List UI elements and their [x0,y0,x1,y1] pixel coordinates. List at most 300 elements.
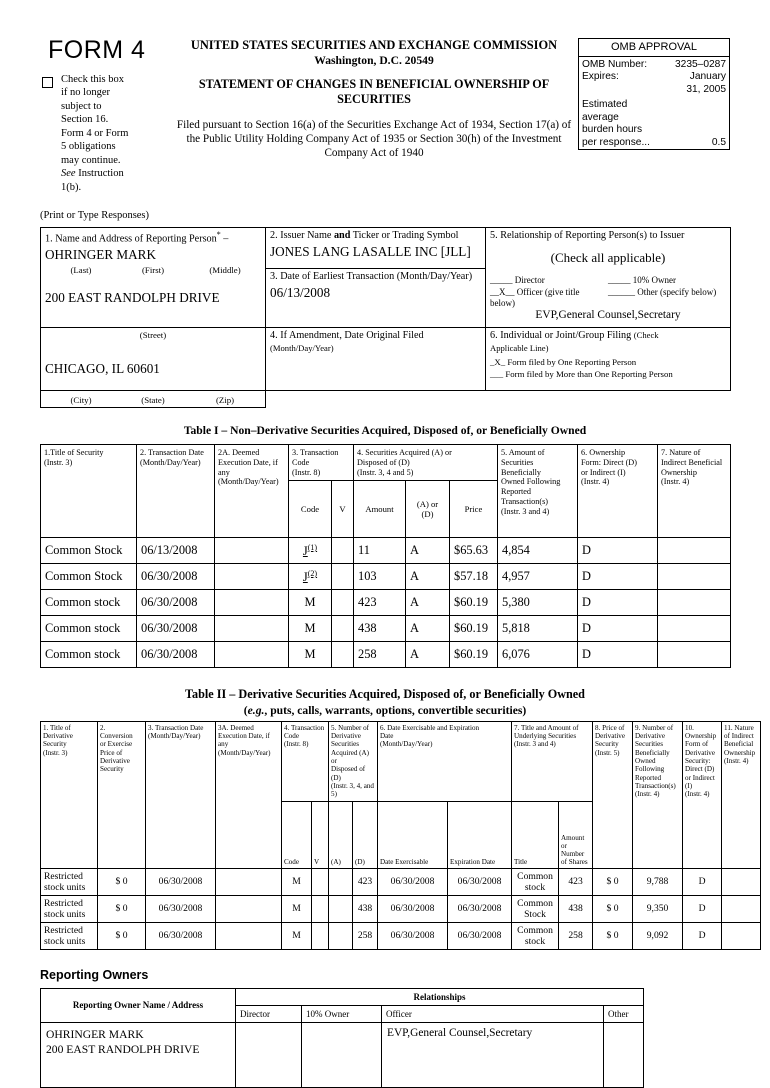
th2-price-derivative [593,721,633,868]
issuer-name-value: JONES LANG LASALLE INC [JLL] [270,243,471,259]
label-last: (Last) [70,265,92,276]
cell-code: M [289,590,332,616]
label-middle: (Middle) [209,265,241,276]
statement-title-line2: SECURITIES [337,92,411,107]
cell-security: Common stock [41,590,137,616]
th2-c4a: 4. Transaction [284,723,325,732]
th2-c2c: or Exercise [100,740,133,749]
print-type-note: (Print or Type Responses) [40,209,150,221]
box2-label-a: 2. Issuer Name [270,229,334,241]
cell-other [604,1022,644,1087]
label-street: (Street) [139,329,167,340]
omb-per-response-value: 0.5 [711,136,726,148]
th2-c5e: Disposed of (D) [331,765,366,782]
box2-label [270,230,481,243]
relationship-officer[interactable]: __X__ Officer (give title [490,286,580,297]
th2-a: (A) [329,801,353,868]
th-relationships: Relationships [236,988,644,1005]
cell-v [332,564,354,590]
cell-security: Common stock [41,616,137,642]
filing-option-one-person[interactable]: _X_ Form filed by One Reporting Person [490,357,637,367]
th2-c1b: Derivative [43,731,73,740]
th-t1-c5e: Reported [501,487,532,497]
th-t1-c5b: Securities [501,457,534,467]
table2-body [41,868,761,949]
th2-c9f: Following [635,765,665,774]
cell-underlying-amount: 423 [559,868,593,895]
cell-code-footnote: (2) [307,568,318,578]
th2-expiration-date: Expiration Date [448,801,512,868]
cell-deemed [215,564,289,590]
cell-price: $60.19 [450,590,498,616]
cell-acquired [329,895,353,922]
reporting-person-city-state-zip: CHICAGO, IL 60601 [45,360,160,376]
th2-c10h: (I) [685,782,693,791]
cell-code: M [289,642,332,668]
cell-code [289,538,332,564]
th2-date-exercisable-expiration [378,721,512,801]
th-t1-c6c: or Indirect (I) [581,467,626,477]
th-t1-c3b: Code [292,457,310,467]
th-a-or-d [406,481,450,538]
box1-asterisk: * [216,229,221,239]
table2-subtitle-open: ( [243,703,248,717]
cell-v [332,642,354,668]
checkbox-line-6: may continue. [61,154,121,166]
cell-amendment-date [266,327,486,390]
omb-approval-title: OMB APPROVAL [579,39,729,57]
cell-a-or-d: A [406,538,450,564]
th-t1-ad1: (A) or [416,499,439,510]
reporting-owners-table [40,988,731,1088]
cell-nature [658,538,731,564]
reporting-person-street: 200 EAST RANDOLPH DRIVE [45,290,220,306]
th-t1-c7a: 7. Nature of [661,447,701,457]
cell-nature [722,868,761,895]
cell-owned: 9,092 [633,922,683,949]
th-t1-c2a: 2. Transaction Date [140,447,204,457]
omb-expires-value-2: 31, 2005 [686,83,726,95]
cell-ownership-form: D [683,895,722,922]
identity-row-1 [41,227,731,268]
instruction-word: Instruction [75,168,124,180]
address-sublabels [45,395,261,405]
cell-a-or-d: A [406,564,450,590]
cell-ownership-form: D [683,868,722,895]
cell-nature [658,642,731,668]
th2-amt4: of Shares [561,857,588,866]
header-right-block [578,38,730,150]
cell-code: M [289,616,332,642]
th2-c3ad: (Month/Day/Year) [218,748,271,757]
reporting-person-identity-table [40,227,731,408]
th-t1-c5d: Owned Following [501,477,561,487]
cell-transaction-date: 06/30/2008 [146,868,216,895]
th2-c9a: 9. Number of [635,723,674,732]
cell-owner-name-address [41,1022,236,1087]
no-longer-subject-label [61,73,156,194]
th2-c10b: Ownership [685,731,717,740]
table-row [41,895,761,922]
cell-expiration-date: 06/30/2008 [448,922,512,949]
th2-deemed-execution-date [216,721,282,868]
cell-acquired [329,868,353,895]
th2-c8d: (Instr. 5) [595,748,620,757]
relationship-director[interactable]: _____ Director [490,274,545,285]
th-t1-c3c: (Instr. 8) [292,467,321,477]
box6-label-check: (Check [633,329,659,340]
reporting-person-name: OHRINGER MARK [45,247,156,263]
th-t1-c4b: Disposed of (D) [357,457,410,467]
cell-deemed-date [216,895,282,922]
th-t1-c2aa: 2A. Deemed [218,447,260,457]
th-other: Other [604,1005,644,1022]
header-left-block [40,38,170,194]
page-title: FORM 4 [48,36,146,64]
th-t1-c1a: 1.Title of Security [44,447,104,457]
table-1-non-derivative [40,444,731,669]
th2-c2b: Conversion [100,731,133,740]
table2-title: Table II – Derivative Securities Acquired, Disposed of, or Beneficially Owned [185,687,585,702]
table-row [41,642,731,668]
cell-deemed [215,616,289,642]
th2-c9c: Securities [635,740,664,749]
table-row [41,616,731,642]
cell-disposed: 438 [353,895,378,922]
table-row [41,868,761,895]
th2-c3b: (Month/Day/Year) [148,731,201,740]
th-owner-name-address: Reporting Owner Name / Address [41,988,236,1022]
th2-date-exercisable: Date Exercisable [378,801,448,868]
box6-sublabel: Applicable Line) [490,342,549,353]
cell-code [289,564,332,590]
cell-nature [722,895,761,922]
box1-label [45,230,261,246]
omb-estimated-3: burden hours [582,124,643,136]
cell-date: 06/30/2008 [137,616,215,642]
label-first: (First) [142,265,164,276]
th2-c5b: Derivative [331,731,361,740]
cell-code: M [282,922,312,949]
table2-subtitle [0,703,770,719]
th2-c11b: of Indirect [724,731,754,740]
check-all-applicable: (Check all applicable) [550,249,666,265]
th2-ownership-form-derivative [683,721,722,868]
th2-c1a: 1. Title of [43,723,71,732]
th2-c4b: Code [284,731,299,740]
cell-a-or-d: A [406,616,450,642]
th2-conversion-price [98,721,146,868]
cell-deemed [215,590,289,616]
ro-spacer [644,988,731,1022]
cell-owned: 6,076 [498,642,578,668]
th2-c9b: Derivative [635,731,665,740]
no-longer-subject-checkbox-row[interactable] [42,73,170,194]
th2-c7c: (Instr. 3 and 4) [514,740,556,749]
filing-option-multiple-persons[interactable]: ___ Form filed by More than One Reporting Person [490,368,673,379]
cell-nature [658,616,731,642]
th2-title-derivative [41,721,98,868]
th2-c1d: (Instr. 3) [43,748,68,757]
label-state: (State) [141,394,165,405]
th-t1-c4a: 4. Securities Acquired (A) or [357,447,452,457]
th2-c10e: Security: [685,757,711,766]
cell-derivative-price: $ 0 [593,895,633,922]
omb-per-response-row [582,137,726,149]
th2-c5a: 5. Number of [331,723,370,732]
checkbox-line-0: Check this box [61,74,124,85]
filed-pursuant-text: Filed pursuant to Section 16(a) of the Securities Exchange Act of 1934, Section 17(a) of the Public Utility Holding Company Act of 1935 or Section 30(h) of the Investment Company Act of 1940 [176,118,572,160]
th-v: V [332,481,354,538]
th2-c8b: Derivative [595,731,625,740]
cell-expiration-date: 06/30/2008 [448,895,512,922]
cell-deemed [215,642,289,668]
th2-c11d: Ownership [724,748,756,757]
th2-code: Code [282,801,312,868]
no-longer-subject-checkbox[interactable] [42,77,53,88]
omb-estimated-1: Estimated [582,99,628,111]
th2-c1c: Security [43,740,67,749]
th2-c3aa: 3A. Deemed [218,723,254,732]
th2-c11e: (Instr. 4) [724,757,749,766]
checkbox-line-3: Section 16. [61,114,109,126]
th-transaction-date [137,444,215,538]
cell-v [332,538,354,564]
box1-dash: – [220,233,229,245]
cell-city-state-zip-labels [41,390,266,407]
cell-amount: 258 [354,642,406,668]
th2-c9h: Transaction(s) [635,782,676,791]
th2-c6a: 6. Date Exercisable and Expiration [380,723,480,732]
omb-estimated-2: average [582,111,619,123]
cell-earliest-transaction [266,268,486,327]
th2-c4c: (Instr. 8) [284,740,309,749]
th-title-of-security [41,444,137,538]
th2-c9g: Reported [635,773,662,782]
table2-subtitle-eg: e.g. [247,703,265,717]
relationship-ten-percent-owner[interactable]: _____ 10% Owner [608,274,676,285]
cell-a-or-d: A [406,590,450,616]
statement-title-line1: STATEMENT OF CHANGES IN BENEFICIAL OWNERSHIP OF [198,77,550,92]
checkbox-line-1: if no longer [61,87,110,99]
cell-code-letter: J [302,570,308,585]
cell-expiration-date: 06/30/2008 [448,868,512,895]
th2-c10c: Form of [685,740,709,749]
checkbox-line-4: Form 4 or Form [61,127,129,139]
th2-c11c: Beneficial [724,740,754,749]
checkbox-see-instruction [61,167,156,180]
cell-underlying-amount: 438 [559,895,593,922]
cell-acquired [329,922,353,949]
cell-conversion-price: $ 0 [98,922,146,949]
cell-derivative-title: Restricted stock units [41,922,98,949]
cell-transaction-date: 06/30/2008 [146,922,216,949]
reporting-owners-header-row-1 [41,988,731,1005]
cell-owned: 4,957 [498,564,578,590]
table2-header-row-1 [41,721,761,801]
th2-c6b: Date [380,731,394,740]
cell-underlying-title: Common stock [512,868,559,895]
th2-c3a: 3. Transaction Date [148,723,204,732]
cell-owned: 4,854 [498,538,578,564]
cell-underlying-title: Common Stock [512,895,559,922]
checkbox-line-2: subject to [61,100,102,112]
cell-price: $57.18 [450,564,498,590]
cell-ownership-form: D [683,922,722,949]
omb-approval-box [578,38,730,150]
cell-a-or-d: A [406,642,450,668]
cell-amount: 103 [354,564,406,590]
cell-security: Common Stock [41,538,137,564]
th2-c9i: (Instr. 4) [635,790,660,799]
th2-underlying-amount [559,801,593,868]
cell-relationship [486,227,731,327]
th2-c9e: Owned [635,757,656,766]
cell-v [312,895,329,922]
relationship-other[interactable]: ______ Other (specify below) [608,286,717,297]
cell-date: 06/30/2008 [137,564,215,590]
box2-label-c: Ticker or Trading Symbol [350,229,459,241]
th-price: Price [450,481,498,538]
cell-nature [658,564,731,590]
table1-body [41,538,731,668]
checkbox-line-last: 1(b). [61,181,82,193]
table-row [41,922,761,949]
th-t1-c5a: 5. Amount of [501,447,545,457]
th2-c5f: (Instr. 3, 4, and [331,782,374,791]
officer-title-value: EVP,General Counsel,Secretary [535,308,681,321]
th-t1-c6a: 6. Ownership [581,447,626,457]
owner-name: OHRINGER MARK [46,1027,144,1041]
cell-code-footnote: (1) [307,542,318,552]
cell-director [236,1022,302,1087]
agency-location: Washington, D.C. 20549 [314,54,434,68]
th2-c8c: Security [595,740,619,749]
th-deemed-execution-date [215,444,289,538]
box6-label [490,330,726,343]
cell-deemed [215,538,289,564]
cell-derivative-price: $ 0 [593,922,633,949]
box3-label: 3. Date of Earliest Transaction (Month/Day/Year) [270,270,473,282]
table-row [41,564,731,590]
box4-sublabel: (Month/Day/Year) [270,342,334,353]
box4-label: 4. If Amendment, Date Original Filed [270,329,424,341]
th-t1-c1b: (Instr. 3) [44,457,73,467]
cell-owned: 9,350 [633,895,683,922]
see-word: See [61,168,76,180]
table-2-derivative [40,721,761,950]
cell-v [332,590,354,616]
cell-v [312,868,329,895]
th-director: Director [236,1005,302,1022]
table2-title-block [0,686,770,718]
cell-amount: 438 [354,616,406,642]
th2-c7b: Underlying Securities [514,731,577,740]
cell-disposed: 423 [353,868,378,895]
cell-officer: EVP,General Counsel,Secretary [382,1022,604,1087]
box5-label: 5. Relationship of Reporting Person(s) to Issuer [490,229,685,241]
th2-v: V [312,801,329,868]
th2-amt2: or [561,841,567,850]
omb-number-value: 3235–0287 [675,59,726,70]
table-row [41,538,731,564]
cell-ownership-form: D [578,616,658,642]
th-officer: Officer [382,1005,604,1022]
checkbox-line-5: 5 obligations [61,141,116,153]
th-t1-c7d: (Instr. 4) [661,477,690,487]
th2-c10d: Derivative [685,748,715,757]
th2-c6c: (Month/Day/Year) [380,740,433,749]
header-center-block [170,38,578,161]
th2-c5g: 5) [331,790,337,799]
cell-nature [722,922,761,949]
list-item [41,1022,731,1087]
th-ownership-form [578,444,658,538]
cell-price: $60.19 [450,616,498,642]
th2-number-derivative-securities [329,721,378,801]
th-t1-c3a: 3. Transaction [292,447,339,457]
th2-underlying-securities [512,721,593,801]
cell-date: 06/30/2008 [137,642,215,668]
box6-label-main: 6. Individual or Joint/Group Filing [490,329,634,341]
th-transaction-code [289,444,354,481]
name-sublabels [45,265,261,275]
cell-ownership-form: D [578,590,658,616]
cell-amount: 11 [354,538,406,564]
th-t1-c5f: Transaction(s) [501,497,548,507]
cell-underlying-amount: 258 [559,922,593,949]
identity-row-5 [41,390,731,407]
th-amount-beneficially-owned [498,444,578,538]
cell-conversion-price: $ 0 [98,868,146,895]
th2-amt3: Number [561,849,585,858]
th-ten-percent-owner: 10% Owner [302,1005,382,1022]
cell-issuer [266,227,486,268]
cell-transaction-date: 06/30/2008 [146,895,216,922]
cell-name-address [41,227,266,327]
th2-c10a: 10. [685,723,694,732]
th2-c10i: (Instr. 4) [685,790,710,799]
cell-ownership-form: D [578,642,658,668]
cell-date: 06/13/2008 [137,538,215,564]
reporting-owners-body [41,1022,731,1087]
th-t1-c6b: Form: Direct (D) [581,457,637,467]
th2-c8a: 8. Price of [595,723,625,732]
th-t1-c2b: (Month/Day/Year) [140,457,201,467]
cell-date: 06/30/2008 [137,590,215,616]
cell-joint-group-filing [486,327,731,390]
table-row [41,590,731,616]
label-zip: (Zip) [215,394,235,405]
th2-c3ac: any [218,740,229,749]
th2-c10f: Direct (D) [685,765,715,774]
omb-expires-value-1: January [689,71,726,83]
cell-v [312,922,329,949]
th2-nature-indirect-ownership [722,721,761,868]
th-nature-of-indirect-ownership [658,444,731,538]
cell-v [332,616,354,642]
cell-deemed-date [216,868,282,895]
table1-title: Table I – Non–Derivative Securities Acquired, Disposed of, or Beneficially Owned [183,423,587,437]
relationship-options [490,274,726,298]
th2-c11a: 11. Nature [724,723,754,732]
cell-code: M [282,895,312,922]
owner-address: 200 EAST RANDOLPH DRIVE [46,1042,200,1056]
cell-derivative-price: $ 0 [593,868,633,895]
th2-c5c: Securities [331,740,359,749]
cell-nature [658,590,731,616]
label-city: (City) [70,394,92,405]
